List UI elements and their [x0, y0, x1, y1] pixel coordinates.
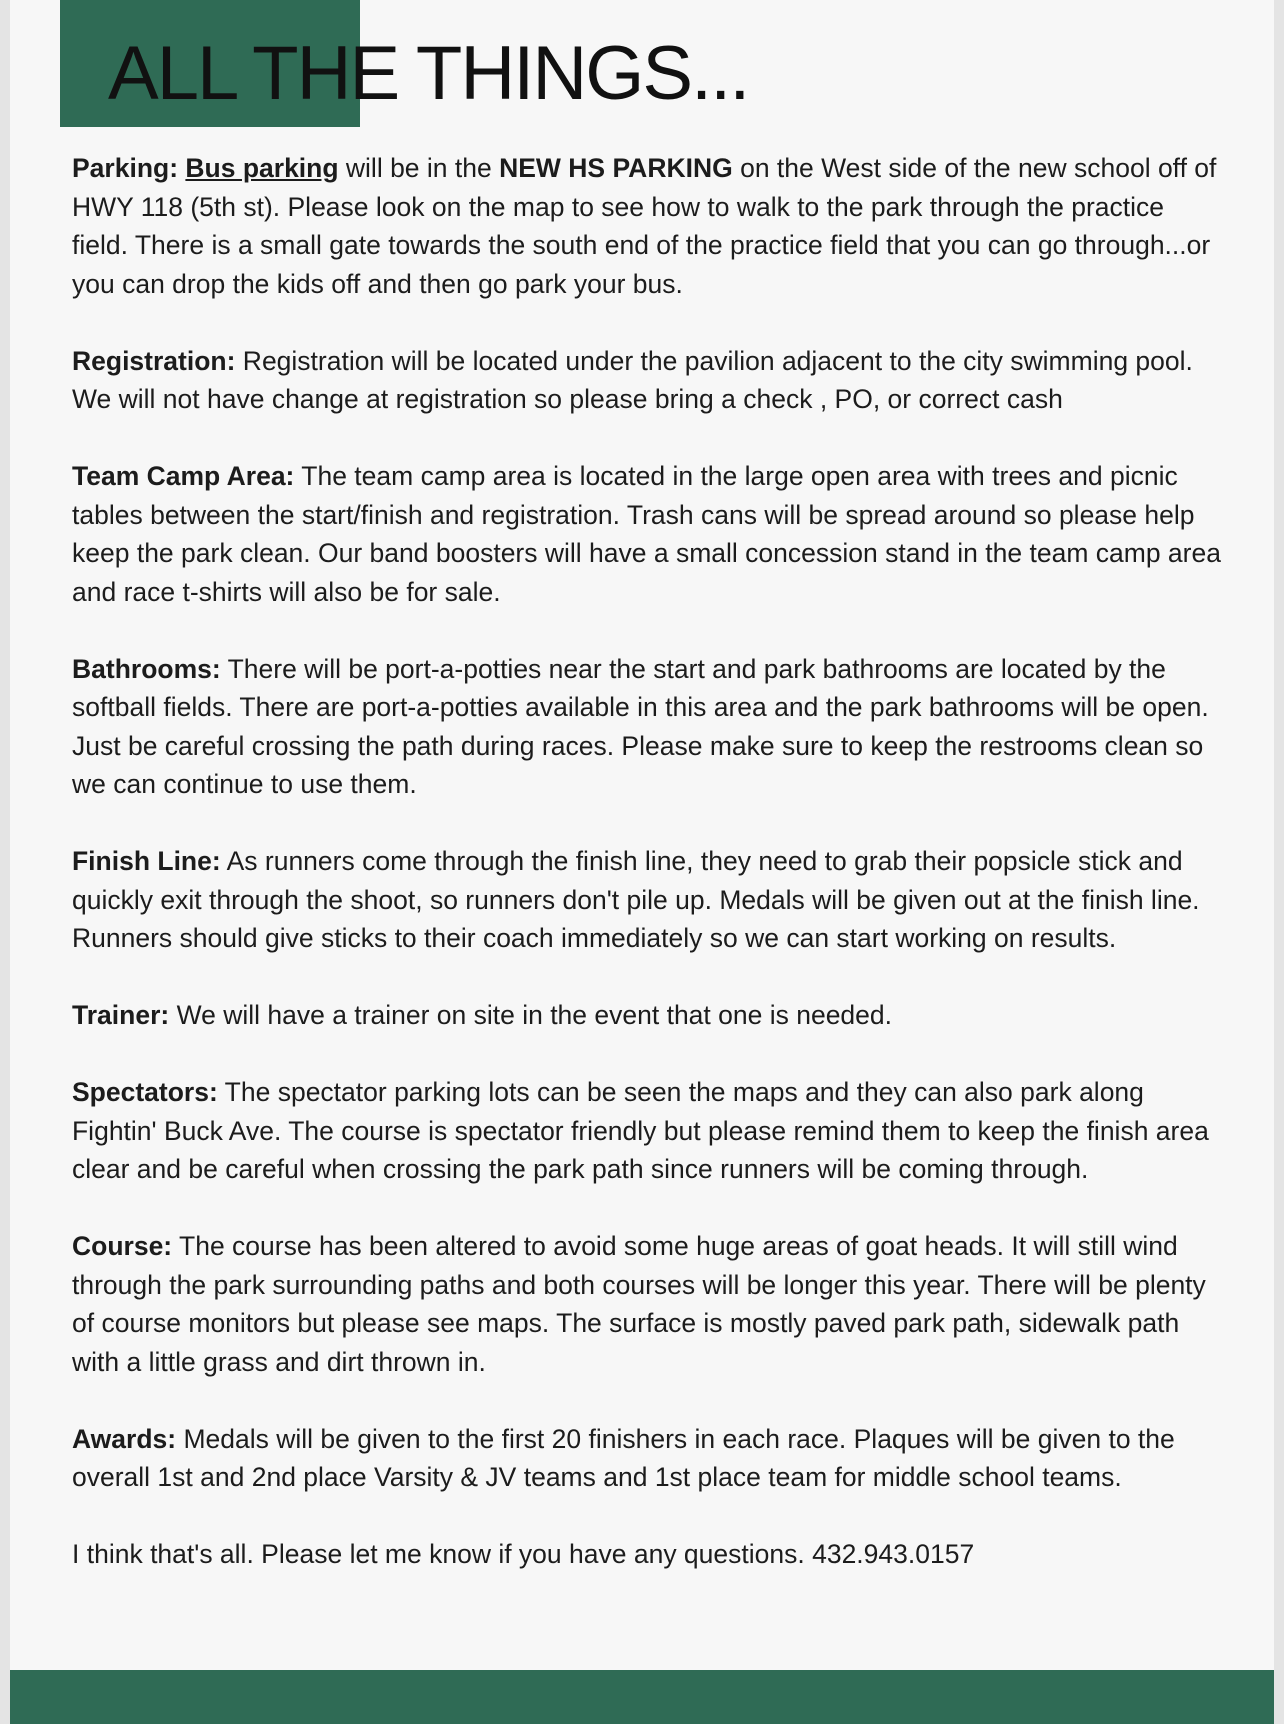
- team-camp-paragraph: [72, 457, 1222, 611]
- parking-label: Parking:: [72, 153, 179, 183]
- awards-paragraph: [72, 1420, 1222, 1497]
- bathrooms-text: There will be port-a-potties near the start and park bathrooms are located by the softball fields. There are port-a-potties available in this area and the park bathrooms will be open. Just be careful crossing the path during races. Please make sure to keep the restrooms clean so we can continue to use them.: [72, 653, 1209, 799]
- parking-location: NEW HS PARKING: [499, 153, 733, 183]
- trainer-label: Trainer:: [72, 1000, 170, 1030]
- registration-paragraph: [72, 342, 1222, 419]
- awards-label: Awards:: [72, 1423, 177, 1454]
- footer-accent-bar: [10, 1670, 1274, 1724]
- parking-paragraph: [72, 149, 1222, 303]
- finish-line-paragraph: [72, 842, 1222, 958]
- trainer-paragraph: [72, 996, 1222, 1035]
- registration-label: Registration:: [72, 345, 236, 376]
- course-label: Course:: [72, 1231, 173, 1261]
- course-text: The course has been altered to avoid some huge areas of goat heads. It will still wind through the park surrounding paths and both courses will be longer this year. There will be plenty of course monitors but please see maps. The surface is mostly paved park path, sidewalk path with a little grass and dirt thrown in.: [72, 1231, 1206, 1377]
- trainer-text: We will have a trainer on site in the event that one is needed.: [169, 1000, 893, 1030]
- bathrooms-label: Bathrooms:: [72, 653, 221, 684]
- spectators-text: The spectator parking lots can be seen the maps and they can also park along Fightin' Buck Ave. The course is spectator friendly but please remind them to keep the finish area clear and be careful when crossing the park path since runners will be coming through.: [72, 1077, 1209, 1184]
- finish-line-text: As runners come through the finish line, they need to grab their popsicle stick and quickly exit through the shoot, so runners don't pile up. Medals will be given out at the finish line. Runners should give sticks to their coach immediately so we can start working on results.: [72, 846, 1200, 953]
- spectators-label: Spectators:: [72, 1077, 218, 1107]
- finish-line-label: Finish Line:: [72, 846, 221, 876]
- closing-paragraph: I think that's all. Please let me know if you have any questions. 432.943.0157: [72, 1539, 975, 1569]
- team-camp-label: Team Camp Area:: [72, 461, 295, 491]
- page-title: ALL THE THINGS...: [108, 31, 749, 116]
- spectators-paragraph: [72, 1073, 1222, 1189]
- course-paragraph: [72, 1227, 1222, 1381]
- document-body: [72, 149, 1222, 1612]
- bus-parking-link: Bus parking: [185, 153, 339, 183]
- parking-text-2: on the West side of the new school off of HWY 118 (5th st). Please look on the map to see how to walk to the park through the practice field. There is a small gate towards the south end of the practice field that you can go through...or you can drop the kids off and then go park your bus.: [72, 153, 1217, 299]
- awards-text: Medals will be given to the first 20 finishers in each race. Plaques will be given to the overall 1st and 2nd place Varsity & JV teams and 1st place team for middle school teams.: [72, 1423, 1175, 1492]
- parking-text-1: will be in the: [338, 153, 500, 183]
- registration-text: Registration will be located under the pavilion adjacent to the city swimming pool. We will not have change at registration so please bring a check , PO, or correct cash: [72, 345, 1193, 414]
- bathrooms-paragraph: [72, 650, 1222, 804]
- team-camp-text: The team camp area is located in the large open area with trees and picnic tables between the start/finish and registration. Trash cans will be spread around so please help keep the park clean. Our band boosters will have a small concession stand in the team camp area and race t-shirts will also be for sale.: [72, 461, 1221, 607]
